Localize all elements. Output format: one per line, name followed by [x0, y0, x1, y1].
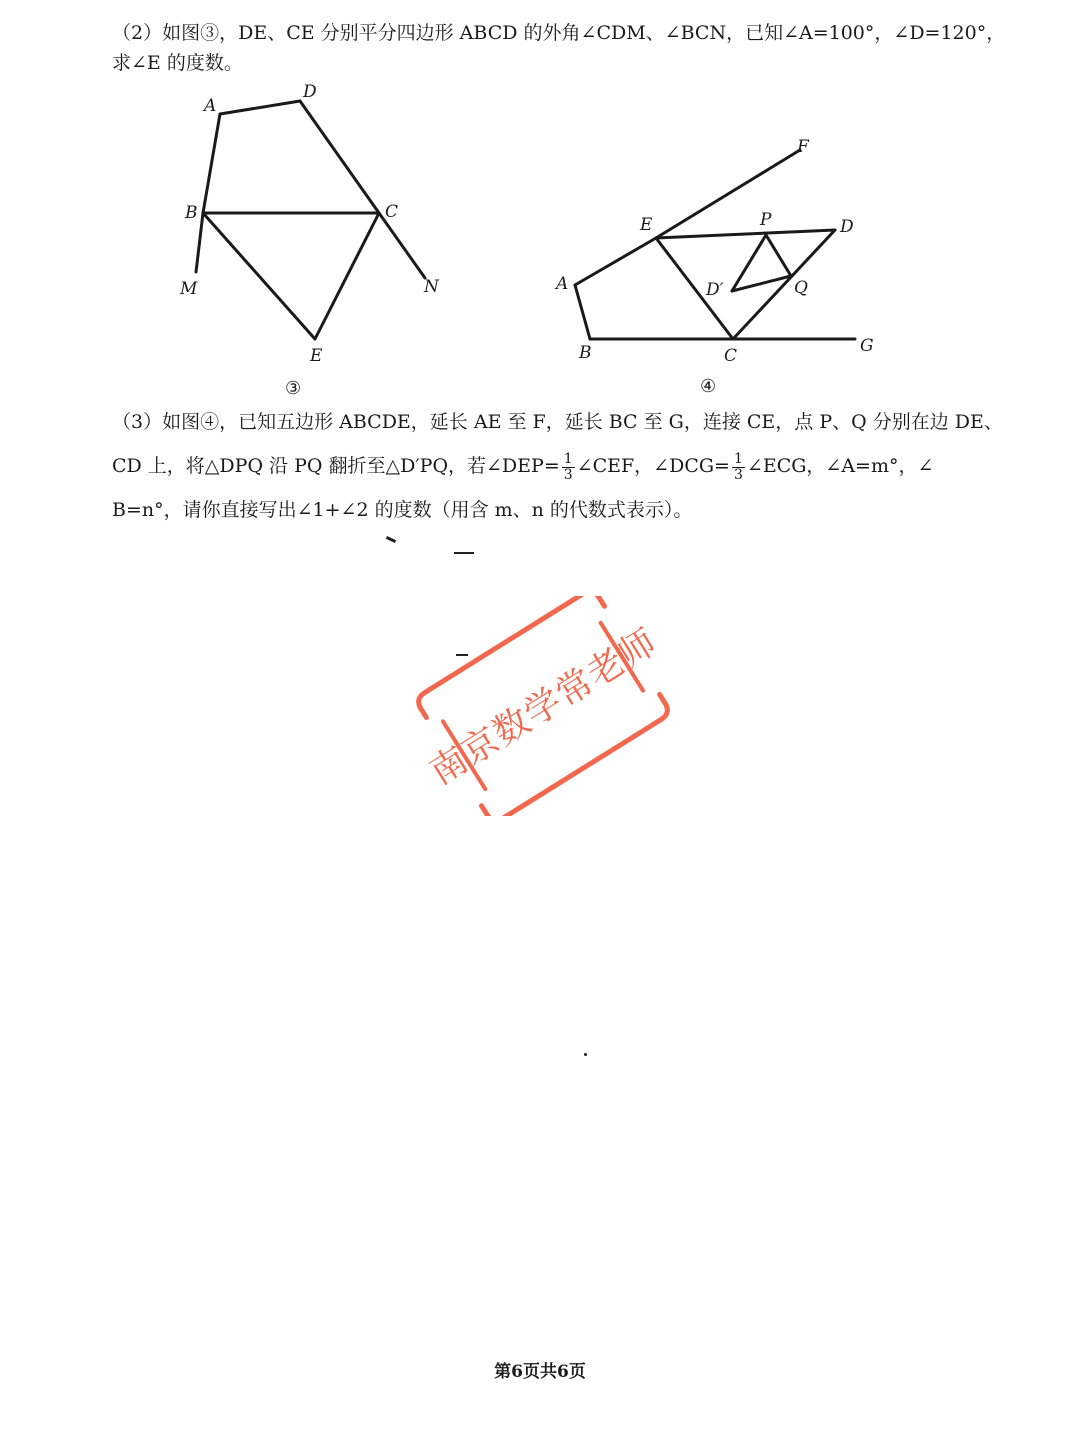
fig4-caption: ④ [700, 376, 717, 397]
question-3 [112, 400, 1003, 532]
segment-AE [575, 238, 656, 285]
segment-AB [203, 114, 220, 213]
fig3-label-N: N [424, 277, 439, 297]
question-3-line-2 [112, 444, 952, 488]
fig4-label-D-prime: D′ [706, 280, 724, 300]
scan-mark [454, 552, 474, 554]
question-2-line-1: （2）如图③，DE、CE 分别平分四边形 ABCD 的外角∠CDM、∠BCN，已知∠A=100°，∠D=120°， [112, 22, 1006, 44]
segment-DC [733, 230, 835, 339]
fig4-label-P: P [760, 210, 772, 230]
fig4-label-Q: Q [794, 278, 808, 298]
segment-AB [575, 285, 590, 339]
watermark-text: 南京数学常老师 [423, 621, 665, 794]
fig4-label-B: B [579, 343, 592, 363]
ray-EF [656, 150, 800, 238]
fig3-label-E: E [310, 346, 323, 366]
watermark-stamp [398, 596, 688, 816]
segment-CE [315, 213, 379, 339]
fraction-one-third-2 [732, 452, 745, 483]
fig4-label-F: F [797, 137, 809, 157]
scan-mark [584, 1053, 587, 1056]
segment-AD [220, 101, 300, 114]
fraction-2-denominator: 3 [733, 466, 743, 483]
page-footer: 第6页共6页 [494, 1362, 586, 1382]
segment-DC [300, 101, 379, 213]
fig3-label-B: B [185, 203, 198, 223]
fraction-one-third-1 [562, 452, 575, 483]
geometry-figures [0, 0, 1080, 420]
segment-ED [656, 230, 835, 238]
scan-mark [386, 536, 396, 543]
fig3-label-M: M [180, 279, 198, 299]
fig4-label-C: C [724, 346, 738, 366]
segment-PQ [766, 235, 791, 276]
segment-BE [203, 213, 315, 339]
fraction-1-numerator: 1 [563, 450, 573, 467]
figure-4 [575, 150, 855, 339]
fig3-label-C: C [385, 202, 399, 222]
question-3-line-2-part-c: ∠ECG，∠A=m°，∠ [746, 455, 934, 477]
question-3-line-3: B=n°，请你直接写出∠1+∠2 的度数（用含 m、n 的代数式表示）。 [112, 499, 693, 521]
question-3-line-2-part-a: CD 上，将△DPQ 沿 PQ 翻折至△D′PQ，若∠DEP= [112, 455, 560, 477]
fig4-label-E: E [640, 215, 653, 235]
fig4-label-A: A [556, 274, 569, 294]
question-3-line-2-part-b: ∠CEF，∠DCG= [576, 455, 730, 477]
question-2-line-2: 求∠E 的度数。 [112, 52, 243, 74]
fig4-label-G: G [860, 336, 874, 356]
fraction-2-numerator: 1 [733, 450, 743, 467]
fig4-label-D: D [840, 217, 854, 237]
fig3-caption: ③ [285, 378, 302, 399]
fig3-label-D: D [303, 82, 317, 102]
ray-CN [379, 213, 425, 278]
question-3-line-1: （3）如图④，已知五边形 ABCDE，延长 AE 至 F，延长 BC 至 G，连接 CE，点 P、Q 分别在边 DE、 [112, 411, 1003, 433]
fraction-1-denominator: 3 [563, 466, 573, 483]
fig3-label-A: A [204, 96, 217, 116]
